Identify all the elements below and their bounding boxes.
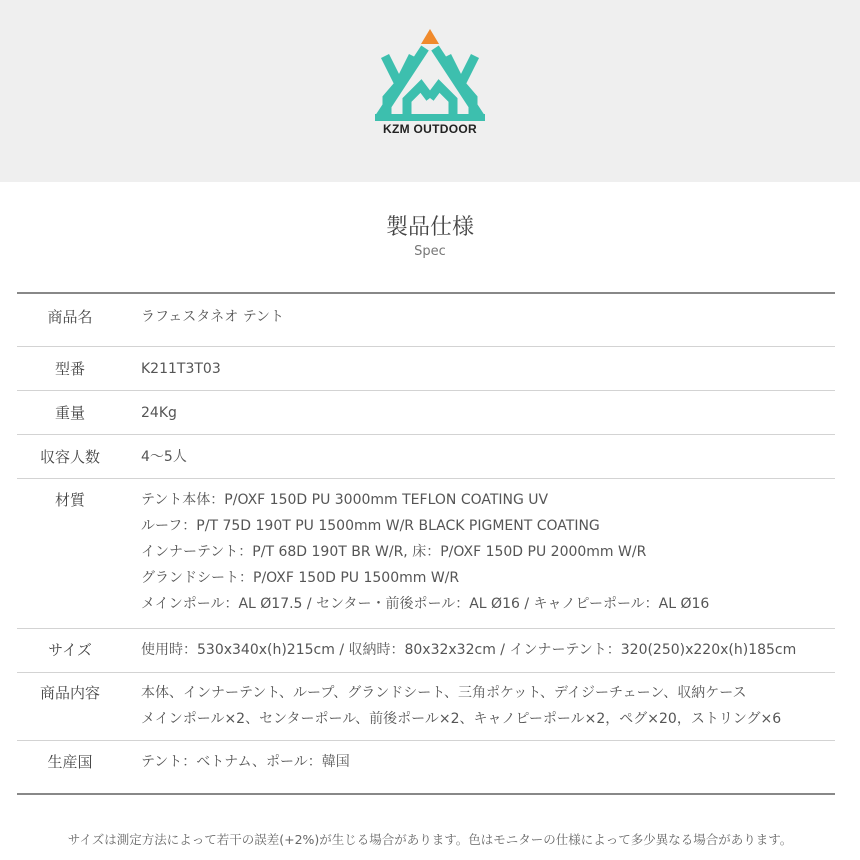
spec-row-contents bbox=[17, 672, 835, 740]
spec-value bbox=[123, 479, 835, 628]
spec-label: 収容人数 bbox=[39, 448, 100, 466]
spec-label: 材質 bbox=[54, 491, 85, 509]
brand-header bbox=[0, 0, 860, 182]
spec-label: 生産国 bbox=[47, 753, 93, 771]
spec-value bbox=[123, 347, 835, 390]
spec-label: 重量 bbox=[54, 404, 85, 422]
spec-value bbox=[123, 294, 835, 346]
spec-value-line: メインポール：AL Ø17.5 / センター・前後ポール：AL Ø16 / キャノピーポール：AL Ø16 bbox=[141, 596, 710, 612]
spec-value-line: グランドシート：P/OXF 150D PU 1500mm W/R bbox=[141, 570, 460, 586]
spec-value bbox=[123, 629, 835, 672]
page-subtitle: Spec bbox=[414, 244, 446, 259]
spec-row-origin bbox=[17, 740, 835, 793]
spec-row-size bbox=[17, 628, 835, 672]
brand-name: KZM OUTDOOR bbox=[383, 122, 477, 136]
spec-value-line: メインポール×2、センターポール、前後ポール×2、キャノピーポール×2，ペグ×20，ストリング×6 bbox=[141, 711, 782, 727]
spec-label: サイズ bbox=[48, 641, 92, 659]
spec-label: 型番 bbox=[54, 360, 85, 378]
spec-value bbox=[123, 391, 835, 434]
spec-value-line: ラフェスタネオ テント bbox=[141, 309, 285, 325]
page-title: 製品仕様 bbox=[385, 215, 474, 240]
spec-value-line: テント：ベトナム、ポール：韓国 bbox=[141, 754, 350, 770]
spec-row-material bbox=[17, 478, 835, 628]
spec-value-line: 4〜5人 bbox=[141, 449, 187, 465]
spec-value-line: 使用時：530x340x(h)215cm / 収納時：80x32x32cm / インナーテント：320(250)x220x(h)185cm bbox=[141, 642, 797, 658]
spec-value-line: 24Kg bbox=[141, 405, 177, 421]
spec-value bbox=[123, 435, 835, 478]
spec-value-line: テント本体：P/OXF 150D PU 3000mm TEFLON COATING UV bbox=[141, 492, 549, 508]
spec-row-product-name bbox=[17, 294, 835, 346]
spec-row-model bbox=[17, 346, 835, 390]
footnote: サイズは測定方法によって若干の誤差(+2%)が生じる場合があります。色はモニターの仕様によって多少異なる場合があります。 bbox=[67, 832, 793, 847]
spec-value-line: K211T3T03 bbox=[141, 361, 221, 377]
spec-table bbox=[17, 292, 835, 795]
spec-value-line: 本体、インナーテント、ループ、グランドシート、三角ポケット、デイジーチェーン、収納ケース bbox=[141, 685, 747, 701]
spec-value bbox=[123, 673, 835, 740]
spec-value-line: ルーフ：P/T 75D 190T PU 1500mm W/R BLACK PIGMENT COATING bbox=[141, 518, 600, 534]
spec-label: 商品内容 bbox=[39, 684, 100, 702]
spec-row-capacity bbox=[17, 434, 835, 478]
spec-value-line: インナーテント：P/T 68D 190T BR W/R, 床：P/OXF 150D PU 2000mm W/R bbox=[141, 544, 647, 560]
spec-value bbox=[123, 741, 835, 793]
spec-label: 商品名 bbox=[47, 308, 93, 326]
spec-row-weight bbox=[17, 390, 835, 434]
